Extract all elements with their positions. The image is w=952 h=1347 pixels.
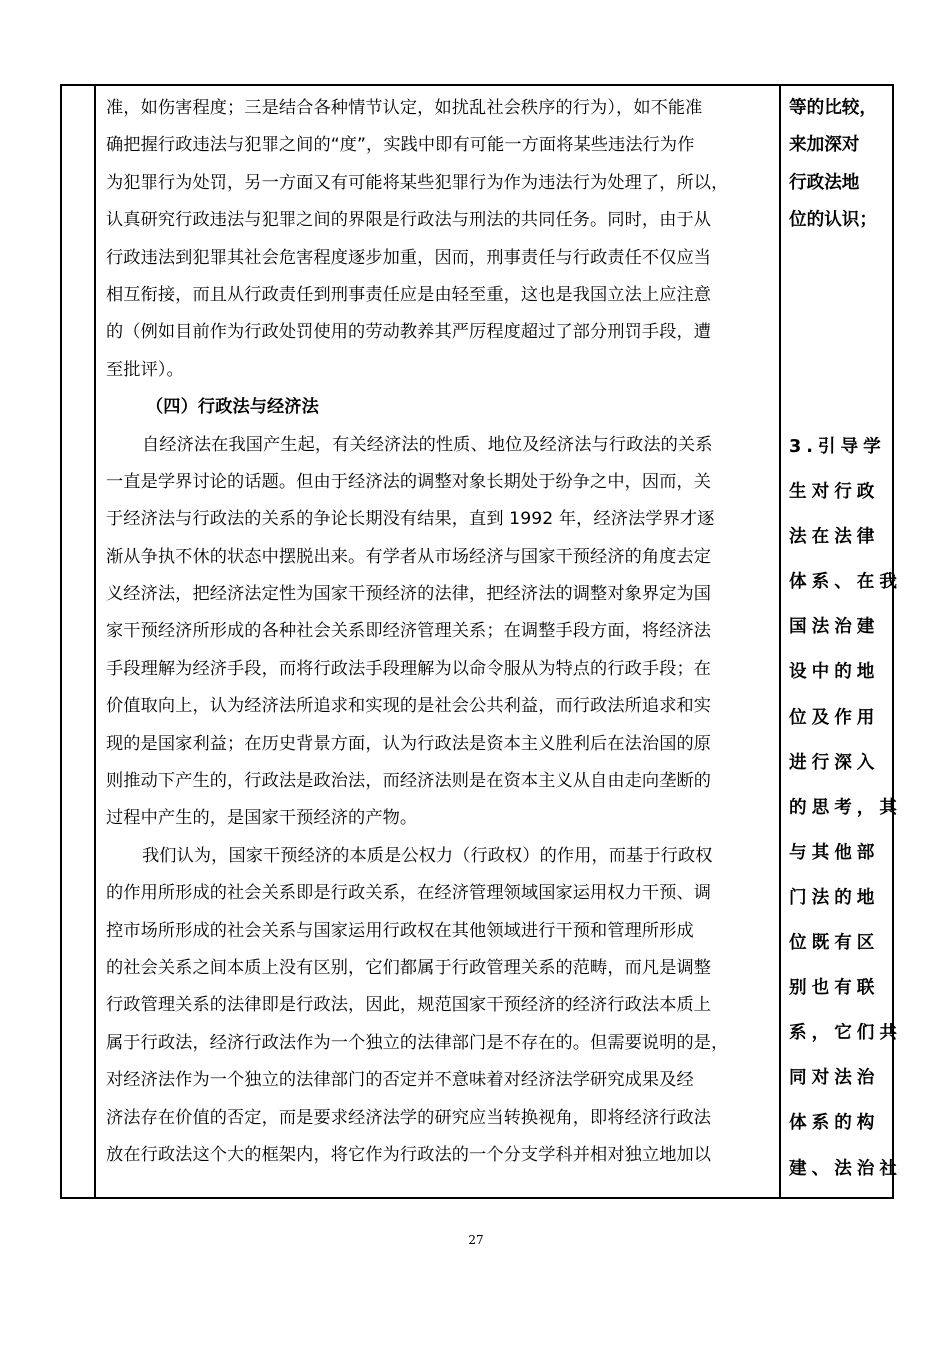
text-line: 对经济法作为一个独立的法律部门的否定并不意味着对经济法学研究成果及经 [106,1070,694,1091]
side-note-line: 门法的地 [789,887,880,908]
side-note-line: 生对行政 [789,482,880,503]
text-line: 认真研究行政违法与犯罪之间的界限是行政法与刑法的共同任务。同时，由于从 [106,210,712,231]
text-line: 确把握行政违法与犯罪之间的“度”，实践中即有可能一方面将某些违法行为作 [106,135,695,156]
side-note-line: 位的认识； [789,210,877,231]
text-line: 的作用所形成的社会关系即是行政关系，在经济管理领域国家运用权力干预、调 [106,883,712,904]
side-note-line: 等的比较， [789,98,877,118]
text-line: 义经济法，把经济法定性为国家干预经济的法律，把经济法的调整对象界定为国 [106,584,712,605]
text-line: 家干预经济所形成的各种社会关系即经济管理关系；在调整手段方面，将经济法 [106,621,712,642]
side-note-line: 的思考，其 [789,797,902,818]
text-line: 至批评）。 [106,359,184,380]
side-note-line: 3.引导学 [789,437,886,457]
side-note-line: 国法治建 [789,617,880,638]
text-line: 一直是学界讨论的话题。但由于经济法的调整对象长期处于纷争之中，因而，关 [106,471,712,492]
side-note-line: 建、法治社 [789,1158,902,1179]
text-line: 于经济法与行政法的关系的争论长期没有结果，直到 1992 年，经济法学界才逐 [106,509,715,530]
text-line: 行政管理关系的法律即是行政法，因此，规范国家干预经济的经济行政法本质上 [106,995,712,1016]
side-note-line: 与其他部 [789,842,880,863]
side-note-line: 体系、在我 [789,572,902,593]
text-line: 渐从争执不休的状态中摆脱出来。有学者从市场经济与国家干预经济的角度去定 [106,546,712,567]
content-table [60,84,902,1199]
text-line: 的（例如目前作为行政处罚使用的劳动教养其严厉程度超过了部分刑罚手段，遭 [106,322,712,343]
side-note-line: 系，它们共 [789,1023,902,1044]
text-line: 相互衔接，而且从行政责任到刑事责任应是由轻至重，这也是我国立法上应注意 [106,284,712,305]
side-note-block-1 [789,90,877,240]
text-line: 准，如伤害程度；三是结合各种情节认定，如扰乱社会秩序的行为），如不能准 [106,98,703,118]
side-note-line: 行政法地 [789,172,860,193]
side-note-line: 同对法治 [789,1068,880,1089]
side-note-line: 位及作用 [789,707,880,728]
side-note-line: 体系的构 [789,1113,880,1134]
text-line: 行政违法到犯罪其社会危害程度逐步加重，因而，刑事责任与行政责任不仅应当 [106,247,712,268]
text-line: 济法存在价值的否定，而是要求经济法学的研究应当转换视角，即将经济行政法 [106,1107,712,1128]
text-line: 自经济法在我国产生起，有关经济法的性质、地位及经济法与行政法的关系 [142,434,713,455]
table-column-divider-left [94,86,96,1197]
section-heading: （四）行政法与经济法 [146,397,319,418]
text-line: 价值取向上，认为经济法所追求和实现的是社会公共利益，而行政法所追求和实 [106,696,712,717]
side-note-line: 位既有区 [789,933,880,954]
side-note-line: 设中的地 [789,662,880,683]
text-line: 我们认为，国家干预经济的本质是公权力（行政权）的作用，而基于行政权 [142,845,713,866]
page-number: 27 [468,1233,484,1247]
main-text-column [106,90,777,1174]
text-line: 过程中产生的，是国家干预经济的产物。 [106,808,418,829]
side-note-line: 来加深对 [789,135,860,156]
table-column-divider-right [779,86,781,1197]
side-note-block-2 [789,425,902,1192]
text-line: 控市场所形成的社会关系与国家运用行政权在其他领域进行干预和管理所形成 [106,920,694,941]
side-note-line: 进行深入 [789,752,880,773]
text-line: 现的是国家利益；在历史背景方面，认为行政法是资本主义胜利后在法治国的原 [106,733,712,754]
text-line: 则推动下产生的，行政法是政治法，而经济法则是在资本主义从自由走向垄断的 [106,771,712,792]
text-line: 为犯罪行为处罚，另一方面又有可能将某些犯罪行为作为违法行为处理了，所以， [106,172,729,193]
text-line: 属于行政法，经济行政法作为一个独立的法律部门是不存在的。但需要说明的是， [106,1032,729,1053]
text-line: 的社会关系之间本质上没有区别，它们都属于行政管理关系的范畴，而凡是调整 [106,957,712,978]
side-note-line: 别也有联 [789,978,880,999]
text-line: 放在行政法这个大的框架内，将它作为行政法的一个分支学科并相对独立地加以 [106,1144,712,1165]
text-line: 手段理解为经济手段，而将行政法手段理解为以命令服从为特点的行政手段；在 [106,658,712,679]
side-note-line: 法在法律 [789,527,880,548]
